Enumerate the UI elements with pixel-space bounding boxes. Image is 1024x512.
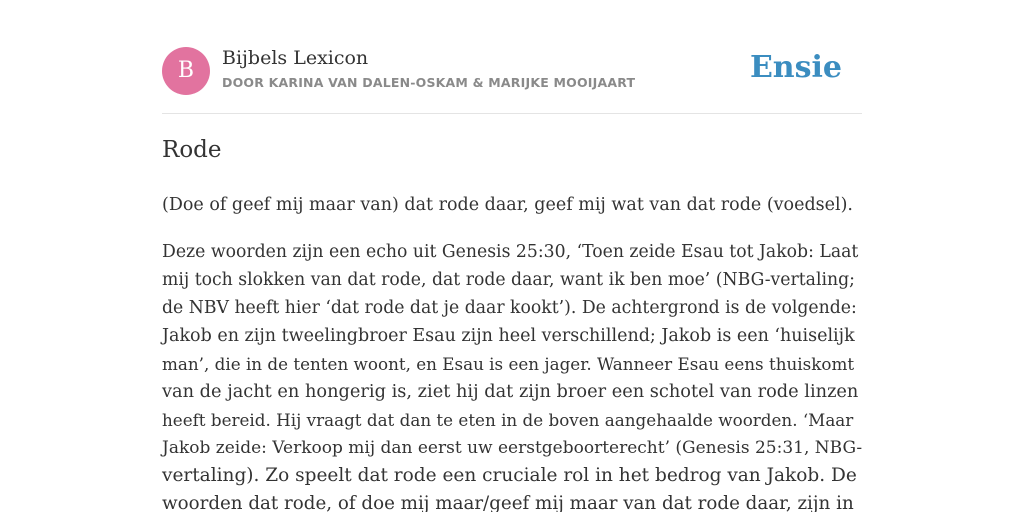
text-line: de NBV heeft hier ‘dat rode dat je daar kookt’). De achtergrond is de volgende:: [162, 298, 857, 318]
text-line: mij toch slokken van dat rode, dat rode daar, want ik ben moe’ (NBG-vertaling;: [162, 270, 855, 290]
ensie-logo[interactable]: Ensie: [749, 50, 842, 85]
text-line: man’, die in de tenten woont, en Esau is een jager. Wanneer Esau eens thuiskomt: [162, 354, 855, 374]
text-line: woorden dat rode, of doe mij maar/geef mij maar van dat rode daar, zijn in: [162, 493, 854, 512]
entry-paragraph: [162, 191, 862, 219]
entry-paragraph: [162, 238, 862, 512]
book-authors: DOOR KARINA VAN DALEN-OSKAM & MARIJKE MOOIJAART: [222, 75, 636, 90]
header-divider: [162, 113, 862, 114]
book-title[interactable]: Bijbels Lexicon: [222, 47, 369, 69]
text-line: (Doe of geef mij maar van) dat rode daar, geef mij wat van dat rode (voedsel).: [162, 195, 853, 215]
text-line: van de jacht en hongerig is, ziet hij dat zijn broer een schotel van rode linzen: [162, 382, 859, 402]
entry-body: [162, 191, 862, 512]
text-line: Jakob zeide: Verkoop mij dan eerst uw eerstgeboorterecht’ (Genesis 25:31, NBG-: [162, 438, 863, 458]
text-line: heeft bereid. Hij vraagt dat dan te eten in de boven aangehaalde woorden. ‘Maar: [162, 410, 854, 430]
text-line: Jakob en zijn tweelingbroer Esau zijn heel verschillend; Jakob is een ‘huiselijk: [162, 326, 855, 346]
text-line: vertaling). Zo speelt dat rode een cruciale rol in het bedrog van Jakob. De: [162, 465, 857, 486]
text-line: Deze woorden zijn een echo uit Genesis 25:30, ‘Toen zeide Esau tot Jakob: Laat: [162, 242, 859, 262]
entry-title: Rode: [162, 137, 222, 163]
book-header: [162, 46, 862, 96]
book-avatar[interactable]: B: [162, 47, 210, 95]
